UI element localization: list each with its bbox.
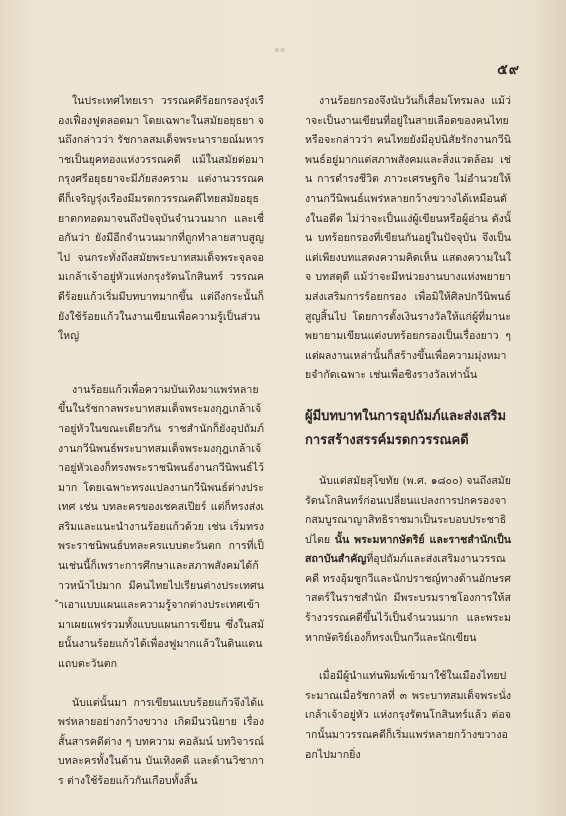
top-mark: ๑๑ — [274, 45, 286, 55]
paragraph: เมื่อมีผู้นำแท่นพิมพ์เข้ามาใช้ในเมืองไทยประมาณเมื่อรัชกาลที่ ๓ พระบาทสมเด็จพระนั่งเกล้าเจ้าอยู่หัว แห่งกรุงรัตนโกสินทร์แล้ว ต่อจากนั้นมาวรรณคดีก็เริ่มแพร่หลายกว้างขวางออกไปมากยิ่ง — [305, 670, 511, 761]
paragraph: งานร้อยแก้วเพื่อความบันเทิงมาแพร่หลายขึ้นในรัชกาลพระบาทสมเด็จพระมงกุฎเกล้าเจ้าอยู่หัวในขณะเดียวกัน ราชสำนักก็ยังอุปถัมภ์งานกวีนิพนธ์พระบาทสมเด็จพระมงกุฎเกล้าเจ้าอยู่หัวเองก็ทรงพระราชนิพนธ์งานกวีนิพนธ์ไว้มาก โดยเฉพาะทรงแปลงานกวีนิพนธ์ต่างประเทศ เช่น บทละครของเชคสเปียร์ แต่ก็ทรงส่งเสริมและแนะนำงานร้อยแก้วด้วย เช่น เริ่มทรงพระราชนิพนธ์บทละครแบบตะวันตก การที่เป็นเช่นนี้ก็เพราะการศึกษาและสภาพสังคมได้ก้าวหน้าไปมาก มีคนไทยไปเรียนต่างประเทศนำเอาแบบแผนและความรู้จากต่างประเทศเข้ามาเผยแพร่รวมทั้งแบบแผนการเขียน ซึ่งในสมัยนั้นงานร้อยแก้วได้เพื่องฟูมากแล้วในดินแดนแถบตะวันตก — [58, 383, 264, 671]
paragraph — [305, 472, 511, 648]
paragraph: งานร้อยกรองจึงนับวันก็เสื่อมโทรมลง แม้ว่าจะเป็นงานเขียนที่อยู่ในสายเลือดของคนไทย หรือจะกล่าวว่า คนไทยยังมีอุปนิสัยรักงานกวีนิพนธ์อยู่มากแต่สภาพสังคมและสิ่งแวดล้อม เช่น การดำรงชีวิต ภาวะเศรษฐกิจ ไม่อำนวยให้งานกวีนิพนธ์แพร่หลายกว้างขวางได้เหมือนดังในอดีต ไม่ว่าจะเป็นแง่ผู้เขียนหรือผู้อ่าน ดังนั้น บทร้อยกรองที่เขียนกันอยู่ในปัจจุบัน จึงเป็นแต่เพียงบทแสดงความคิดเห็น แสดงความในใจ บทสดุดี แม้ว่าจะมีหน่วยงานบางแห่งพยายามส่งเสริมการร้อยกรอง เพื่อมิให้ศิลปกวีนิพนธ์สูญสิ้นไป โดยการตั้งเงินรางวัลให้แก่ผู้ที่มานะพยายามเขียนแต่งบทร้อยกรองเป็นเรื่องยาว ๆ แต่ผลงานเหล่านั้นก็สร้างขึ้นเพื่อความมุ่งหมายจำกัดเฉพาะ เช่นเพื่อชิงรางวัลเท่านั้น — [305, 95, 511, 382]
paragraph-text: ที่อุปถัมภ์และส่งเสริมงานวรรณคดี ทรงอุ้มชูกวีและนักปราชญ์ทางด้านอักษรศาสตร์ในราชสำนัก มีพระบรมราชโองการให้สร้างวรรณคดีขึ้นไว้เป็นจำนวนมาก และพระมหากษัตริย์เองก็ทรงเป็นกวีและนักเขียน — [305, 553, 511, 644]
paragraph-text: นับแต่สมัยสุโขทัย (พ.ศ. ๑๘๐๐) จนถึงสมัยรัตนโกสินทร์ก่อนเปลี่ยนแปลงการปกครองจากสมบูรณาญาสิทธิราชมาเป็นระบอบประชาธิปไตย — [305, 474, 511, 546]
page-number: ๕๙ — [497, 62, 520, 78]
paragraph: นับแต่นั้นมา การเขียนแบบร้อยแก้วจึงได้แพร่หลายอย่างกว้างขวาง เกิดมีนวนิยาย เรื่องสั้นสารคดีต่าง ๆ บทความ คอลัมน์ บทวิจารณ์ บทละครทั้งในด้าน บันเทิงคดี และด้านวิชาการ ต่างใช้ร้อยแก้วกันเกือบทั้งสิ้น — [58, 696, 264, 787]
right-column — [305, 92, 511, 765]
highlighted-text: นั้น พระมหากษัตริย์ และราชสำนักเป็นสถาบันสำคัญ — [305, 533, 511, 566]
paragraph: ในประเทศไทยเรา วรรณคดีร้อยกรองรุ่งเรืองเฟื่องฟูตลอดมา โดยเฉพาะในสมัยอยุธยา จนถึงกล่าวว่า รัชกาลสมเด็จพระนารายณ์มหาราชเป็นยุคทองแห่งวรรณคดี แม้ในสมัยต่อมา กรุงศรีอยุธยาจะมีภัยสงคราม แต่งานวรรณคดีก็เจริญรุ่งเรืองมีมรดกวรรณคดีไทยสมัยอยุธยาตกทอดมาจนถึงปัจจุบันจำนวนมาก และเชื่อกันว่า ยังมีอีกจำนวนมากที่ถูกทำลายสาบสูญไป จนกระทั่งถึงสมัยพระบาทสมเด็จพระจุลจอมเกล้าเจ้าอยู่หัวแห่งกรุงรัตนโกสินทร์ วรรณคดีร้อยแก้วเริ่มมีบทบาทมากขึ้น แต่ถึงกระนั้นก็ยังใช้ร้อยแก้วในงานเขียนเพื่อความรู้เป็นส่วนใหญ่ — [58, 95, 264, 343]
section-heading: ผู้มีบทบาทในการอุปถัมภ์และส่งเสริมการสร้างสรรค์มรดกวรรณคดี — [305, 408, 507, 448]
left-column — [58, 92, 264, 792]
